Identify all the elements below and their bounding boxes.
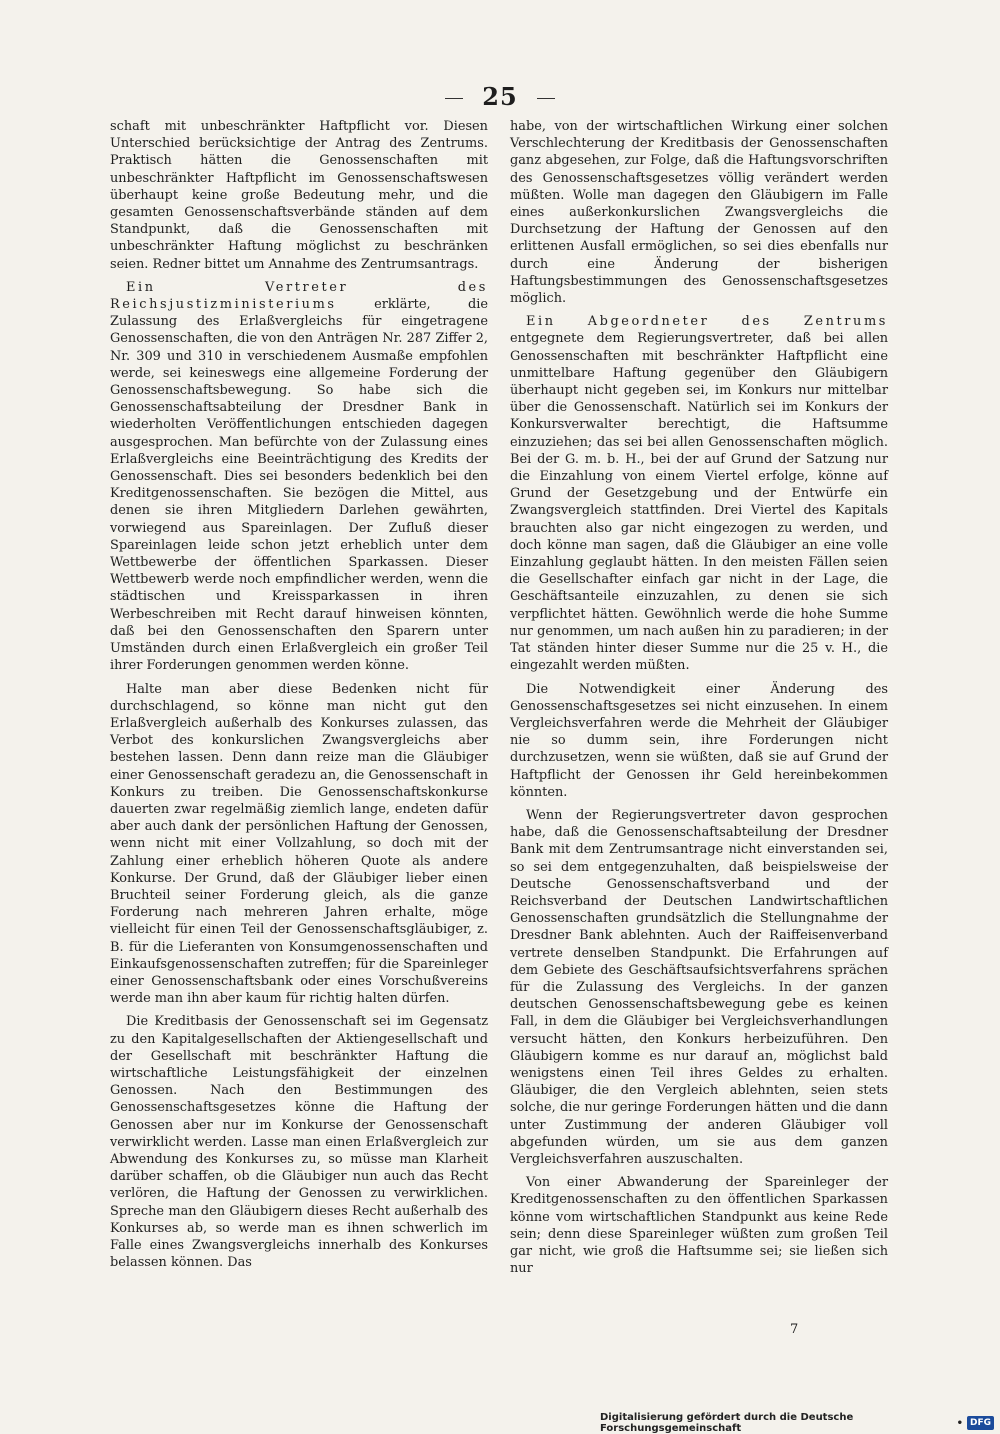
- paragraph: habe, von der wirtschaftlichen Wirkung einer solchen Verschlechterung der Kreditbasis der Genossenschaften ganz abgesehen, zur Folge, daß die Haftungsvorschriften des Genossenschaftsgesetzes völlig verändert werden müßten. Wolle man dagegen den Gläubigern im Falle eines außerkonkurslichen Zwangsvergleichs die Durchsetzung der Haftung der Genossen auf den erlittenen Ausfall ermöglichen, so sei dies ebenfalls nur durch eine Änderung der bisherigen Haftungsbestimmungen des Genossenschaftsgesetzes möglich.: [510, 119, 888, 307]
- paragraph: Halte man aber diese Bedenken nicht für durchschlagend, so könne man nicht gut den Erlaßvergleich außerhalb des Konkurses zulassen, das Verbot des konkurslichen Zwangsvergleichs aber bestehen lassen. Denn dann reize man die Gläubiger einer Genossenschaft geradezu an, die Genossenschaft in Konkurs zu treiben. Die Genossenschaftskonkurse dauerten zwar regelmäßig ziemlich lange, endeten dafür aber auch dank der persönlichen Haftung der Genossen, wenn nicht mit einer Vollzahlung, so doch mit der Zahlung einer erheblich höheren Quote als andere Konkurse. Der Grund, daß der Gläubiger lieber einen Bruchteil seiner Forderung gleich, als die ganze Forderung nach mehreren Jahren erhalte, möge vielleicht für einen Teil der Genossenschaftsgläubiger, z. B. für die Lieferanten von Konsumgenossenschaften und Einkaufsgenossenschaften zutreffen; für die Spareinleger einer Genossenschaftsbank oder eines Vorschußvereins werde man ihn aber kaum für richtig halten dürfen.: [110, 681, 488, 1007]
- speaker-label: Ein Abgeordneter des Zentrums: [526, 314, 888, 330]
- left-column: [110, 118, 488, 1277]
- footer: [600, 1412, 1000, 1434]
- footer-separator: •: [956, 1417, 963, 1429]
- paragraph: [510, 313, 888, 674]
- right-column: [510, 118, 888, 1283]
- paragraph: schaft mit unbeschränkter Haftpflicht vor. Diesen Unterschied berücksichtige der Antrag des Zentrums. Praktisch hätten die Genossenschaften mit unbeschränkter Haftpflicht im Genossenschaftswesen überhaupt keine große Bedeutung mehr, und die gesamten Genossenschaftsverbände ständen auf dem Standpunkt, daß die Genossenschaften mit unbeschränkter Haftung möglichst zu beschränken seien. Redner bittet um Annahme des Zentrumsantrags.: [110, 119, 488, 272]
- header-dash-right: [537, 98, 555, 99]
- header-dash-left: [445, 98, 463, 99]
- sheet-number: 7: [790, 1322, 799, 1337]
- dfg-logo-icon: DFG: [967, 1416, 994, 1430]
- paragraph: [110, 279, 488, 675]
- footer-text: Digitalisierung gefördert durch die Deutsche Forschungsgemeinschaft: [600, 1412, 854, 1434]
- paragraph: Von einer Abwanderung der Spareinleger der Kreditgenossenschaften zu den öffentlichen Sparkassen könne vom wirtschaftlichen Standpunkt aus keine Rede sein; denn diese Spareinleger wüßten zum großen Teil gar nicht, wie groß die Haftsumme sei; sie ließen sich nur: [510, 1175, 888, 1277]
- speaker-label: Ein Vertreter des Reichsjustizministeriums: [110, 279, 488, 313]
- page-number: 25: [482, 82, 518, 111]
- paragraph: Die Kreditbasis der Genossenschaft sei im Gegensatz zu den Kapitalgesellschaften der Aktiengesellschaft und der Gesellschaft mit beschränkter Haftung die wirtschaftliche Leistungsfähigkeit der einzelnen Genossen. Nach den Bestimmungen des Genossenschaftsgesetzes könne die Haftung der Genossen aber nur im Konkurse der Genossenschaft verwirklicht werden. Lasse man einen Erlaßvergleich zur Abwendung des Konkurses zu, so müsse man Klarheit darüber schaffen, ob die Gläubiger nun auch das Recht verlören, die Haftung der Genossen zu verwirklichen. Spreche man den Gläubigern dieses Recht außerhalb des Konkurses ab, so werde man es ihnen schwerlich im Falle eines Zwangsvergleichs innerhalb des Konkurses belassen können. Das: [110, 1014, 488, 1271]
- paragraph-text: entgegnete dem Regierungsvertreter, daß bei allen Genossenschaften mit beschränkter Haftpflicht eine unmittelbare Haftung gegenüber den Gläubigern überhaupt nicht gegeben sei, im Konkurs nur mittelbar über die Genossenschaft. Natürlich sei im Konkurs der Konkursverwalter berechtigt, die Haftsumme einzuziehen; das sei bei allen Genossenschaften möglich. Bei der G. m. b. H., bei der auf Grund der Satzung nur die Einzahlung von einem Viertel erfolge, könne auf Grund der Gesetzgebung und der Entwürfe ein Zwangsvergleich stattfinden. Drei Viertel des Kapitals brauchten also gar nicht eingezogen zu werden, und doch könne man sagen, daß die Gläubiger an eine volle Einzahlung geglaubt hätten. In den meisten Fällen seien die Gesellschafter einfach gar nicht in der Lage, die Geschäftsanteile einzuzahlen, zu denen sie sich verpflichtet hätten. Gewöhnlich werde die hohe Summe nur genommen, um nach außen hin zu paradieren; in der Tat ständen hinter dieser Summe nur die 25 v. H., die eingezahlt werden müßten.: [510, 331, 888, 674]
- page-header: [0, 82, 1000, 111]
- paragraph: Die Notwendigkeit einer Änderung des Genossenschaftsgesetzes sei nicht einzusehen. In einem Vergleichsverfahren werde die Mehrheit der Gläubiger nie so dumm sein, ihre Forderungen nicht durchzusetzen, wenn sie wüßten, daß sie auf Grund der Haftpflicht der Genossen ihr Geld hereinbekommen könnten.: [510, 681, 888, 800]
- paragraph: Wenn der Regierungsvertreter davon gesprochen habe, daß die Genossenschaftsabteilung der Dresdner Bank mit dem Zentrumsantrage nicht einverstanden sei, so sei dem entgegenzuhalten, daß beispielsweise der Deutsche Genossenschaftsverband und der Reichsverband der Deutschen Landwirtschaftlichen Genossenschaften grundsätzlich die Stellungnahme der Dresdner Bank ablehnten. Auch der Raiffeisenverband vertrete denselben Standpunkt. Die Erfahrungen auf dem Gebiete des Geschäftsaufsichtsverfahrens sprächen für die Zulassung des Vergleichs. In der ganzen deutschen Genossenschaftsbewegung gebe es keinen Fall, in dem die Gläubiger bei Vergleichsverhandlungen versucht hätten, den Konkurs herbeizuführen. Den Gläubigern komme es nur darauf an, möglichst bald wenigstens einen Teil ihres Geldes zu erhalten. Gläubiger, die den Vergleich ablehnten, seien stets solche, die nur geringe Forderungen hätten und die dann unter Zustimmung der anderen Gläubiger voll abgefunden würden, um sie aus dem ganzen Vergleichsverfahren auszuschalten.: [510, 807, 888, 1167]
- paragraph-text: erklärte, die Zulassung des Erlaßvergleichs für eingetragene Genossenschaften, die von den Anträgen Nr. 287 Ziffer 2, Nr. 309 und 310 in verschiedenem Ausmaße empfohlen werde, sei keineswegs eine allgemeine Forderung der Genossenschaftsbewegung. So habe sich die Genossenschaftsabteilung der Dresdner Bank in wiederholten Veröffentlichungen entschieden dagegen ausgesprochen. Man befürchte von der Zulassung eines Erlaßvergleichs eine Beeinträchtigung des Kredits der Genossenschaft. Dies sei besonders bedenklich bei den Kreditgenossenschaften. Sie bezögen die Mittel, aus denen sie ihren Mitgliedern Darlehen gewährten, vorwiegend aus Spareinlagen. Der Zufluß dieser Spareinlagen leide schon jetzt erheblich unter dem Wettbewerbe der öffentlichen Sparkassen. Dieser Wettbewerb werde noch empfindlicher werden, wenn die städtischen und Kreissparkassen in ihren Werbeschreiben mit Recht darauf hinweisen könnten, daß bei den Genossenschaften den Sparern unter Umständen durch einen Erlaßvergleich ein großer Teil ihrer Forderungen genommen werden könne.: [110, 297, 488, 674]
